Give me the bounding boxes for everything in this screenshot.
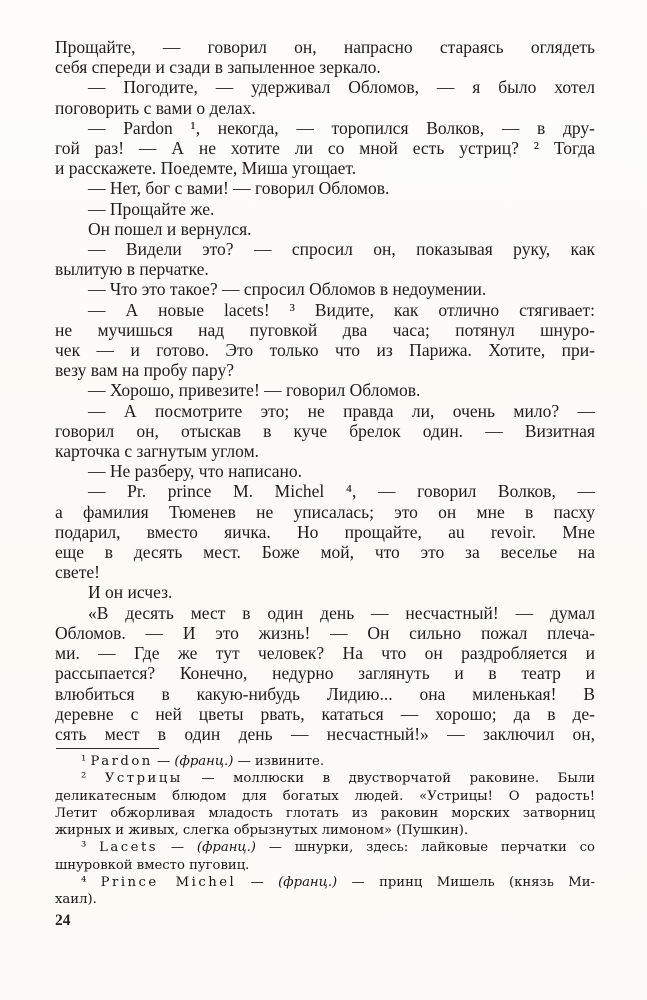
footnote-text: — моллюски в двустворчатой раковине. Были [182, 771, 595, 787]
text-line: гой раз! — А не хотите ли со мной есть устриц? ² Тогда [55, 138, 595, 159]
text-line: карточка с загнутым углом. [55, 441, 260, 462]
text-line: и расскажете. Поедемте, Миша угощает. [55, 158, 357, 179]
footnote-term: Lacets [99, 840, 159, 856]
main-text [55, 37, 595, 744]
text-line: И он исчез. [88, 582, 173, 603]
page-number: 24 [55, 912, 71, 929]
footnote-text: — [152, 754, 175, 769]
text-line: — Прощайте же. [88, 198, 215, 219]
text-line: а фамилия Тюменев не уписалась; это он мне в пасху [55, 501, 595, 522]
text-line: вылитую в перчатке. [55, 259, 209, 280]
text-line: влюбиться в какую-нибудь Лидию... она миленькая! В [55, 683, 595, 704]
text-line: деревне с ней цветы рвать, кататься — хорошо; да в де- [55, 703, 595, 724]
text-line: свете! [55, 562, 100, 583]
footnote-text: — шнурки, здесь: лайковые перчатки со [255, 840, 595, 856]
footnote-text: ³ [81, 840, 100, 856]
text-line: подарил, вместо яичка. Но прощайте, au revoir. Мне [55, 521, 595, 542]
footnote-line [55, 874, 595, 891]
text-line: — А новые lacets! ³ Видите, как отлично стягивает: [88, 299, 595, 320]
footnote-line [55, 753, 595, 770]
text-line: везу вам на пробу пару? [55, 360, 234, 381]
footnote-line [55, 788, 595, 805]
text-line: — Нет, бог с вами! — говорил Обломов. [88, 178, 390, 199]
footnote-text: жирных и живых, слегка обрызнутых лимоном» (Пушкин). [55, 823, 469, 839]
footnote-line [55, 891, 595, 908]
text-line: Он пошел и вернулся. [88, 218, 252, 239]
text-line: поговорить с вами о делах. [55, 97, 256, 118]
text-line: — Хорошо, привезите! — говорил Обломов. [88, 380, 421, 401]
text-line: — Что это такое? — спросил Обломов в недоумении. [88, 279, 487, 300]
footnote-line [55, 770, 595, 787]
footnote-line [55, 839, 595, 856]
footnote-line [55, 857, 595, 874]
text-line: — Видели это? — спросил он, показывая руку, как [88, 239, 595, 260]
footnote-separator [56, 748, 159, 749]
footnote-language-label: (франц.) [278, 875, 338, 891]
text-line: Прощайте, — говорил он, напрасно стараясь оглядеть [55, 37, 595, 57]
footnote-text: ² [81, 771, 105, 787]
footnotes [55, 753, 595, 909]
footnote-term: Устрицы [104, 771, 183, 787]
footnote-text: — [158, 840, 197, 856]
footnote-text: Летит обжорливая младость глотать из раковин морских затворниц [55, 805, 595, 821]
text-line: — Погодите, — удерживал Обломов, — я было хотел [88, 77, 595, 98]
footnote-text: — принц Мишель (князь Ми- [337, 875, 595, 891]
footnote-line [55, 805, 595, 822]
footnote-language-label: (франц.) [174, 754, 234, 769]
text-line: говорил он, отыскав в куче брелок один. — Визитная [55, 420, 595, 441]
footnote-text: шнуровкой вместо пуговиц. [55, 857, 250, 873]
footnote-term: Prince Michel [100, 875, 237, 891]
text-line: сять мест в один день — несчастный!» — заключил он, [55, 723, 595, 744]
text-line: — Pardon ¹, некогда, — торопился Волков, — в дру- [88, 117, 595, 138]
footnote-text: ⁴ [81, 875, 101, 891]
footnote-language-label: (франц.) [196, 840, 256, 856]
text-line: «В десять мест в один день — несчастный! — думал [88, 602, 595, 623]
text-line: рассыпается? Конечно, недурно заглянуть и в театр и [55, 663, 595, 684]
footnote-text: — извините. [233, 754, 325, 769]
footnote-text: хаил). [55, 892, 97, 908]
text-line: — А посмотрите это; не правда ли, очень мило? — [88, 400, 595, 421]
footnote-text: — [236, 875, 279, 891]
footnote-term: Pardon [90, 754, 153, 769]
text-line: не мучишься над пуговкой два часа; потянул шнуро- [55, 319, 595, 340]
text-line: чек — и готово. Это только что из Парижа. Хотите, при- [55, 340, 595, 361]
text-line: еще в десять мест. Боже мой, что это за веселье на [55, 542, 595, 563]
text-line: — Не разберу, что написано. [88, 461, 303, 482]
footnote-text: ¹ [81, 754, 91, 769]
text-line: ми. — Где же тут человек? На что он раздробляется и [55, 643, 595, 664]
footnote-line [55, 822, 595, 839]
footnote-text: деликатесным блюдом для богатых людей. «Устрицы! О радость! [55, 788, 595, 804]
text-line: — Pr. prince М. Michel ⁴, — говорил Волков, — [88, 481, 595, 502]
text-line: Обломов. — И это жизнь! — Он сильно пожал плеча- [55, 622, 595, 643]
text-line: себя спереди и сзади в запыленное зеркало. [55, 57, 381, 78]
